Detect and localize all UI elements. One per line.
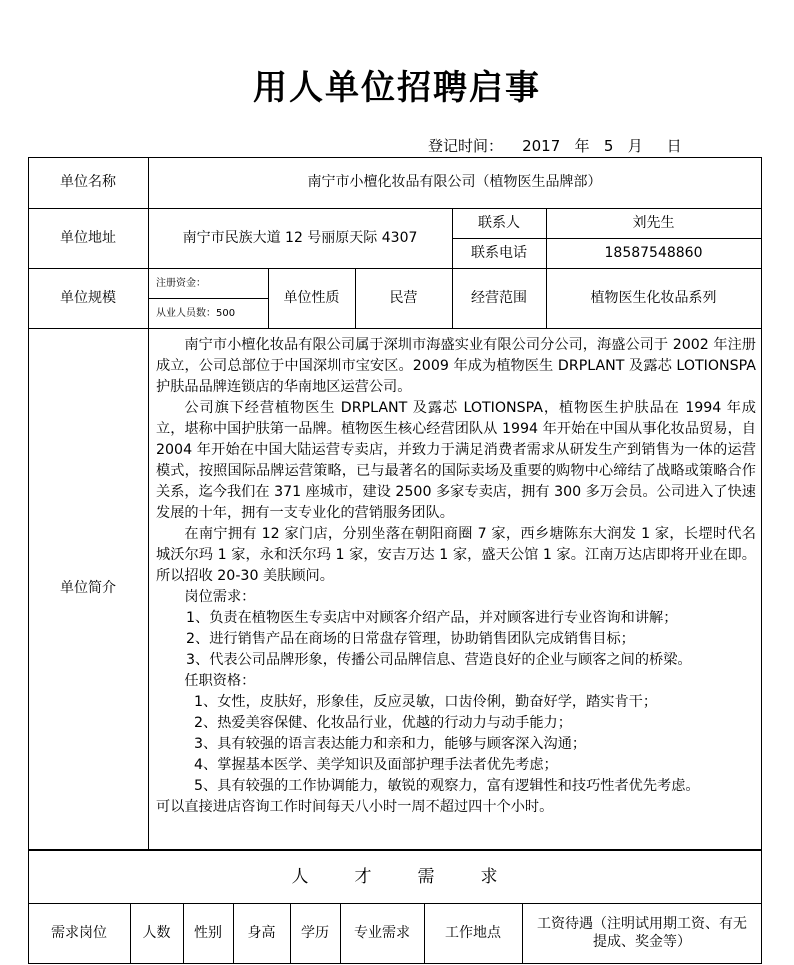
column-header-gender: 性别 (194, 924, 222, 941)
grid-line (761, 157, 762, 964)
registration-year: 2017 (522, 137, 561, 155)
month-unit: 月 (627, 137, 643, 155)
registration-date (428, 135, 682, 156)
requirement-item: 4、掌握基本医学、美学知识及面部护理手法者优先考虑； (194, 757, 558, 773)
column-header-major: 专业需求 (354, 924, 410, 941)
talent-heading: 人才需求 (291, 866, 544, 887)
requirement-item: 3、具有较强的语言表达能力和亲和力，能够与顾客深入沟通； (194, 736, 587, 752)
column-header-education: 学历 (301, 924, 329, 941)
company-name-label: 单位名称 (60, 174, 116, 191)
scope-label: 经营范围 (471, 289, 527, 306)
phone-label: 联系电话 (471, 244, 527, 261)
company-name-value: 南宁市小檀化妆品有限公司（植物医生品牌部） (307, 174, 602, 191)
grid-line (522, 903, 523, 963)
nature-label: 单位性质 (283, 289, 340, 306)
duty-item: 2、进行销售产品在商场的日常盘存管理，协助销售团队完成销售目标； (186, 631, 635, 647)
contact-label: 联系人 (478, 214, 520, 231)
day-unit: 日 (666, 137, 682, 155)
grid-line (28, 963, 762, 964)
intro-paragraph: 公司旗下经营植物医生 DRPLANT 及露芯 LOTIONSPA，植物医生护肤品在 1994 年成立，堪称中国护肤第一品牌。植物医生核心经营团队从 1994 年开始在中国从事化妆品贸易，自 2004 年开始在中国大陆运营专卖店，并致力于满足消费者需求从研发生产到销售为一体的运营模式，按照国际品牌运营策略，已与最著名的国际卖场及重要的购物中心缔结了战略或策略合作关系，迄今我们在 371 座城市，建设 2500 多家专卖店，拥有 300 多万会员。公司进入了快速发展的十年，拥有一支专业化的营销服务团队。 (156, 400, 756, 521)
requirement-item: 1、女性，皮肤好，形象佳，反应灵敏，口齿伶俐，勤奋好学，踏实肯干； (194, 694, 658, 710)
registration-month: 5 (603, 137, 614, 155)
intro-closing: 可以直接进店咨询工作时间每天八小时一周不超过四十个小时。 (156, 799, 554, 815)
scope-value: 植物医生化妆品系列 (590, 289, 717, 306)
column-header-height: 身高 (247, 924, 276, 941)
year-unit: 年 (574, 137, 590, 155)
document-title: 用人单位招聘启事 (253, 68, 541, 108)
column-header-position: 需求岗位 (51, 924, 107, 941)
address-label: 单位地址 (60, 229, 116, 246)
intro-label: 单位简介 (60, 580, 116, 597)
requirement-title: 任职资格： (184, 673, 256, 689)
requirement-item: 2、热爱美容保健、化妆品行业，优越的行动力与动手能力； (194, 715, 572, 731)
column-header-count: 人数 (142, 924, 171, 941)
address-value: 南宁市民族大道 12 号丽原天际 4307 (182, 229, 418, 246)
capital-label: 注册资金： (156, 277, 206, 289)
duty-title: 岗位需求： (184, 589, 256, 605)
nature-value: 民营 (389, 289, 418, 306)
contact-value: 刘先生 (632, 214, 675, 231)
duty-item: 3、代表公司品牌形象，传播公司品牌信息、营造良好的企业与顾客之间的桥梁。 (186, 652, 692, 668)
column-header-location: 工作地点 (445, 924, 501, 941)
phone-value: 18587548860 (604, 244, 703, 261)
company-intro (156, 335, 756, 818)
intro-paragraph: 在南宁拥有 12 家门店，分别坐落在朝阳商圈 7 家，西乡塘陈东大润发 1 家，长堽时代名城沃尔玛 1 家，永和沃尔玛 1 家，安吉万达 1 家，盛天公馆 1 家。江南万达店即将开业在即。所以招收 20-30 美肤顾问。 (156, 526, 756, 584)
staff-count: 从业人员数：500 (156, 307, 236, 319)
registration-label: 登记时间： (428, 137, 504, 155)
requirement-item: 5、具有较强的工作协调能力，敏锐的观察力，富有逻辑性和技巧性者优先考虑。 (194, 778, 700, 794)
duty-item: 1、负责在植物医生专卖店中对顾客介绍产品，并对顾客进行专业咨询和讲解； (186, 610, 678, 626)
scale-label: 单位规模 (60, 289, 116, 306)
column-header-salary: 工资待遇（注明试用期工资、有无提成、奖金等） (537, 915, 747, 950)
intro-paragraph: 南宁市小檀化妆品有限公司属于深圳市海盛实业有限公司分公司，海盛公司于 2002 年注册成立，公司总部位于中国深圳市宝安区。2009 年成为植物医生 DRPLANT 及露芯 LOTIONSPA 护肤品品牌连锁店的华南地区运营公司。 (156, 337, 756, 395)
